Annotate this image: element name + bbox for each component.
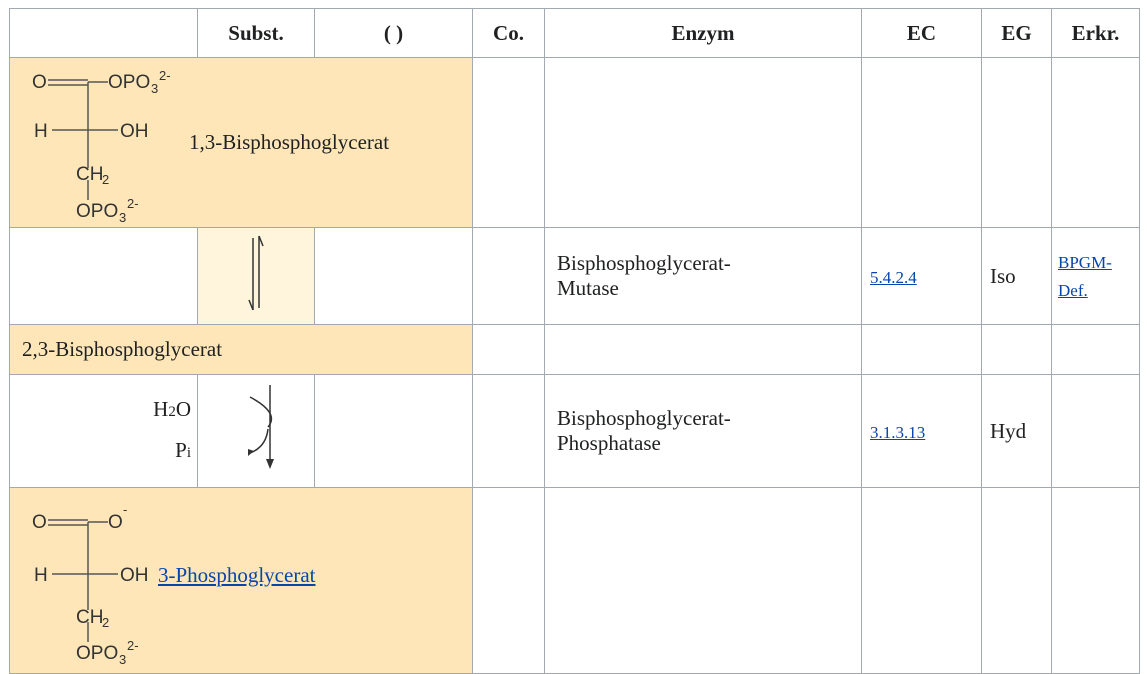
ec-cell-mutase (862, 228, 982, 325)
eg-cell (982, 325, 1052, 375)
svg-text:2-: 2- (127, 637, 139, 653)
ec-link-mutase[interactable]: 5.4.2.4 (870, 267, 917, 287)
ec-cell-phosphatase (862, 375, 982, 488)
atom-opo-top: OPO (108, 72, 151, 93)
enzyme-cell (545, 325, 862, 375)
erkr-cell (1052, 488, 1140, 674)
water-label: H2O (153, 397, 191, 421)
cosubstrate-cell-phosphatase (10, 375, 198, 488)
ec-link-phosphatase[interactable]: 3.1.3.13 (870, 422, 926, 442)
atom-ch2: CH (76, 164, 104, 185)
co-cell (473, 228, 545, 325)
enzyme-cell-mutase (545, 228, 862, 325)
header-row (10, 9, 1140, 58)
atom-o-top: O (32, 72, 47, 93)
atom-h: H (34, 564, 48, 586)
svg-text:3: 3 (119, 210, 127, 225)
atom-o-minus: O (108, 511, 123, 533)
erkr-cell-mutase (1052, 228, 1140, 325)
atom-opo-bottom: OPO (76, 201, 119, 222)
product-side-cell (315, 375, 473, 488)
substrate-cell-3pg (10, 488, 473, 674)
substrate-link-3pg[interactable]: 3-Phosphoglycerat (158, 562, 316, 587)
structure-bpg13-image (10, 60, 185, 225)
ec-cell (862, 325, 982, 375)
arrow-cell-mutase (198, 228, 315, 325)
reaction-arrow-icon (198, 375, 314, 481)
co-cell (473, 325, 545, 375)
atom-opo-bottom: OPO (76, 642, 119, 664)
erkr-link-bpgm[interactable]: BPGM- Def. (1058, 253, 1112, 300)
svg-text:2-: 2- (127, 196, 139, 211)
structure-3pg-image (10, 492, 158, 667)
co-cell (473, 375, 545, 488)
header-blank (10, 9, 198, 58)
header-erkr: Erkr. (1052, 9, 1140, 58)
header-subst: Subst. (198, 9, 315, 58)
atom-ch2: CH (76, 606, 104, 628)
header-enzym: Enzym (545, 9, 862, 58)
table-row-3pg (10, 488, 1140, 674)
ec-cell (862, 488, 982, 674)
eg-cell (982, 488, 1052, 674)
svg-text:3: 3 (119, 651, 127, 667)
table-row-bpg13 (10, 58, 1140, 228)
arrow-cell-phosphatase (198, 375, 315, 488)
product-side-cell (315, 228, 473, 325)
substrate-name-bpg13: 1,3-Bisphosphoglycerat (189, 130, 390, 154)
enzyme-cell (545, 58, 862, 228)
svg-text:2: 2 (102, 614, 110, 630)
co-cell (473, 488, 545, 674)
erkr-cell (1052, 325, 1140, 375)
atom-o-top: O (32, 511, 47, 533)
enzyme-name-line1: Bisphosphoglycerat- (557, 251, 731, 275)
header-ec: EC (862, 9, 982, 58)
svg-text:3: 3 (151, 81, 159, 96)
svg-text:-: - (123, 501, 128, 517)
enzyme-name-line2: Phosphatase (557, 431, 661, 455)
co-cell (473, 58, 545, 228)
atom-oh: OH (120, 121, 149, 142)
cosubstrate-cell (10, 228, 198, 325)
substrate-name-bpg23: 2,3-Bisphosphoglycerat (10, 325, 473, 375)
atom-oh: OH (120, 564, 149, 586)
enzyme-cell-phosphatase (545, 375, 862, 488)
table-row-mutase (10, 228, 1140, 325)
erkr-cell (1052, 375, 1140, 488)
header-paren: ( ) (315, 9, 473, 58)
atom-h: H (34, 121, 48, 142)
header-eg: EG (982, 9, 1052, 58)
phosphate-label: Pi (175, 438, 191, 462)
enzyme-name-line1: Bisphosphoglycerat- (557, 406, 731, 430)
ec-cell (862, 58, 982, 228)
erkr-cell (1052, 58, 1140, 228)
enzyme-cell (545, 488, 862, 674)
svg-text:2-: 2- (159, 68, 171, 83)
table-row-phosphatase (10, 375, 1140, 488)
svg-text:2: 2 (102, 172, 110, 187)
enzyme-name-line2: Mutase (557, 276, 619, 300)
substrate-cell-bpg13 (10, 58, 473, 228)
eg-cell-phosphatase: Hyd (982, 375, 1052, 488)
table-row-bpg23 (10, 325, 1140, 375)
header-co: Co. (473, 9, 545, 58)
equilibrium-arrow-icon (198, 228, 314, 318)
eg-cell-mutase: Iso (982, 228, 1052, 325)
eg-cell (982, 58, 1052, 228)
metabolism-table (9, 8, 1140, 674)
